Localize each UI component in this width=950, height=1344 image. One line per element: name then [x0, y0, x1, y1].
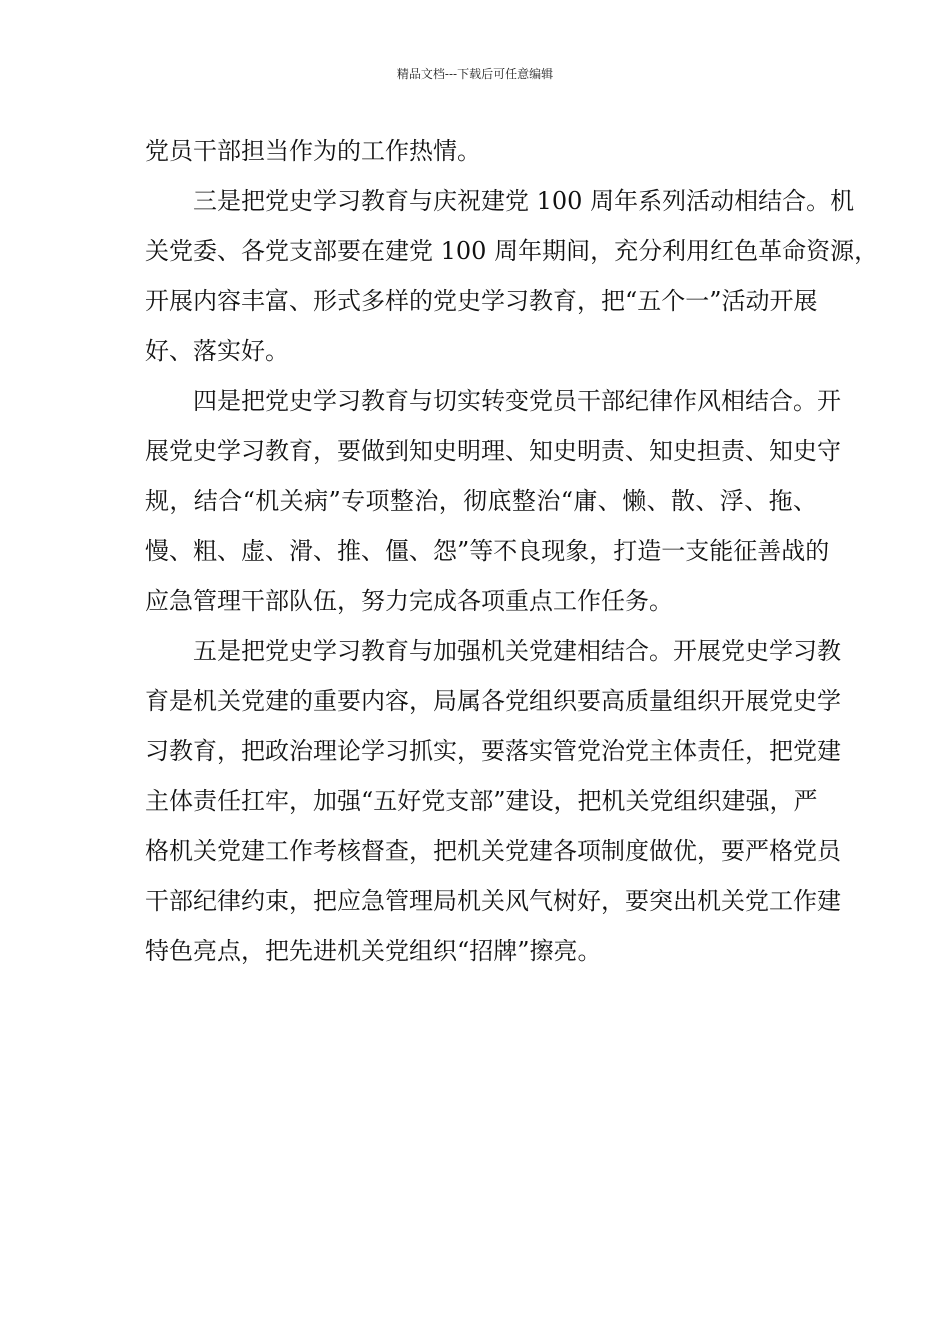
paragraph-4-line-7: 特色亮点，把先进机关党组织“招牌”擦亮。 [145, 937, 602, 965]
document-body [145, 126, 879, 976]
paragraph-2-line-1: 三是把党史学习教育与庆祝建党 100 周年系列活动相结合。机 [193, 187, 855, 215]
paragraph-4-line-3: 习教育，把政治理论学习抓实，要落实管党治党主体责任，把党建 [145, 737, 841, 765]
paragraph-4 [145, 626, 841, 976]
paragraph-1-line-1: 党员干部担当作为的工作热情。 [145, 137, 481, 165]
paragraph-4-line-1: 五是把党史学习教育与加强机关党建相结合。开展党史学习教 [193, 637, 841, 665]
paragraph-2 [145, 176, 879, 376]
paragraph-2-line-4: 好、落实好。 [145, 337, 289, 365]
paragraph-3 [145, 376, 841, 626]
paragraph-4-line-2: 育是机关党建的重要内容，局属各党组织要高质量组织开展党史学 [145, 687, 841, 715]
paragraph-1 [145, 126, 817, 176]
page-header: 精品文档---下载后可任意编辑 [396, 67, 554, 81]
paragraph-3-line-4: 慢、粗、虚、滑、推、僵、怨”等不良现象，打造一支能征善战的 [145, 537, 830, 565]
paragraph-2-line-2: 关党委、各党支部要在建党 100 周年期间，充分利用红色革命资源， [145, 237, 879, 265]
paragraph-3-line-5: 应急管理干部队伍，努力完成各项重点工作任务。 [145, 587, 673, 615]
paragraph-3-line-3: 规，结合“机关病”专项整治，彻底整治“庸、懒、散、浮、拖、 [145, 487, 817, 515]
paragraph-2-line-3: 开展内容丰富、形式多样的党史学习教育，把“五个一”活动开展 [145, 287, 818, 315]
paragraph-4-line-5: 格机关党建工作考核督查，把机关党建各项制度做优，要严格党员 [145, 837, 841, 865]
paragraph-3-line-2: 展党史学习教育，要做到知史明理、知史明责、知史担责、知史守 [145, 437, 841, 465]
paragraph-4-line-6: 干部纪律约束，把应急管理局机关风气树好，要突出机关党工作建 [145, 887, 841, 915]
paragraph-4-line-4: 主体责任扛牢，加强“五好党支部”建设，把机关党组织建强，严 [145, 787, 818, 815]
paragraph-3-line-1: 四是把党史学习教育与切实转变党员干部纪律作风相结合。开 [193, 387, 841, 415]
